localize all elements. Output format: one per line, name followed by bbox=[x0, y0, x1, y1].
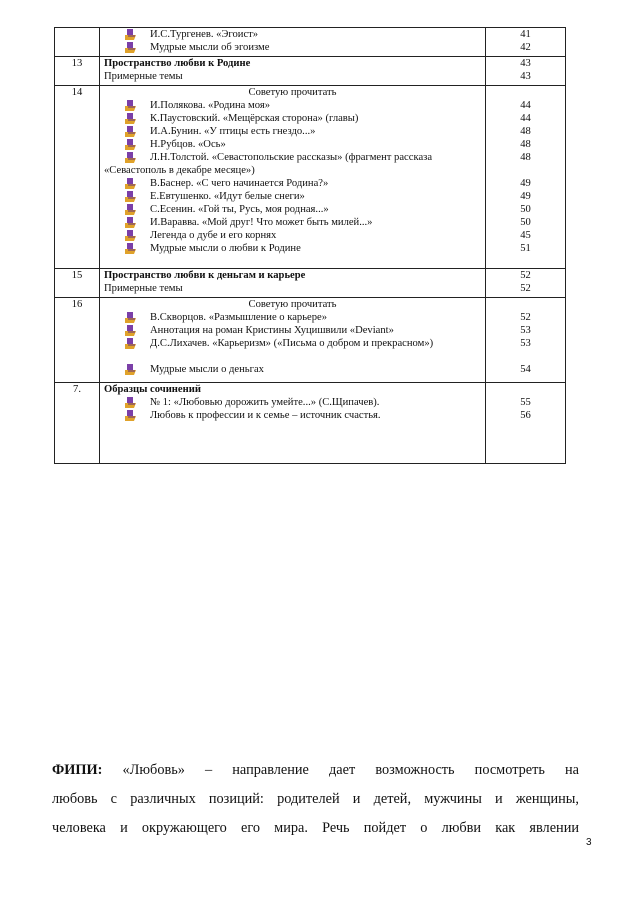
book-bullet-icon bbox=[125, 113, 136, 124]
toc-entry bbox=[100, 229, 485, 242]
contents-table bbox=[54, 27, 566, 464]
toc-page-number: 42 bbox=[520, 42, 531, 53]
toc-entry-text: Мудрые мысли о любви к Родине bbox=[150, 243, 301, 255]
toc-page-number bbox=[486, 86, 565, 99]
toc-row bbox=[55, 28, 566, 57]
toc-page-number bbox=[486, 298, 565, 311]
toc-entry bbox=[100, 99, 485, 112]
toc-page-number: 44 bbox=[520, 113, 531, 125]
toc-page-number: 48 bbox=[520, 139, 531, 151]
book-bullet-icon bbox=[125, 126, 136, 137]
toc-row-number: 14 bbox=[55, 86, 100, 269]
fipi-label: ФИПИ: bbox=[52, 762, 103, 778]
book-bullet-icon bbox=[125, 42, 136, 53]
book-bullet-icon bbox=[125, 312, 136, 323]
toc-entry-text: И.С.Тургенев. «Эгоист» bbox=[150, 29, 259, 40]
toc-row-entries bbox=[100, 86, 486, 269]
toc-entry-text: В.Скворцов. «Размышление о карьере» bbox=[150, 311, 328, 323]
toc-entry-text: С.Есенин. «Гой ты, Русь, моя родная...» bbox=[150, 204, 329, 216]
book-bullet-icon bbox=[125, 204, 136, 215]
toc-section-title bbox=[100, 269, 485, 282]
toc-page-number: 49 bbox=[520, 178, 531, 190]
body-text-line bbox=[52, 789, 579, 809]
toc-row-pages bbox=[486, 268, 566, 297]
toc-entry bbox=[100, 396, 485, 409]
book-bullet-icon bbox=[125, 100, 136, 111]
toc-entry bbox=[100, 409, 485, 422]
toc-row-number: 13 bbox=[55, 57, 100, 86]
toc-entry-text: К.Паустовский. «Мещёрская сторона» (главы) bbox=[150, 113, 359, 125]
toc-entry bbox=[100, 216, 485, 229]
toc-entry-text: Пространство любви к Родине bbox=[104, 58, 251, 70]
toc-entry bbox=[100, 112, 485, 125]
toc-row-number: 7. bbox=[55, 383, 100, 464]
toc-page-number: 43 bbox=[520, 71, 531, 83]
toc-entry-text: Советую прочитать bbox=[248, 298, 337, 310]
toc-row bbox=[55, 268, 566, 297]
toc-entry bbox=[100, 311, 485, 324]
toc-page-number: 55 bbox=[520, 397, 531, 408]
book-bullet-icon bbox=[125, 178, 136, 189]
toc-entry bbox=[100, 337, 485, 363]
toc-entry-text: № 1: «Любовью дорожить умейте...» (С.Щипачев). bbox=[150, 397, 380, 408]
toc-entry-text: Е.Евтушенко. «Идут белые снеги» bbox=[150, 191, 305, 203]
toc-section-title bbox=[100, 57, 485, 70]
toc-entry-text: Мудрые мысли об эгоизме bbox=[150, 42, 270, 53]
toc-row-number: 15 bbox=[55, 268, 100, 297]
toc-page-number bbox=[486, 383, 565, 396]
toc-entry bbox=[100, 177, 485, 190]
toc-page-number: 49 bbox=[520, 191, 531, 203]
toc-entry bbox=[100, 41, 485, 54]
toc-row-entries bbox=[100, 57, 486, 86]
toc-entry-text: Любовь к профессии и к семье – источник счастья. bbox=[150, 410, 381, 421]
toc-entry-text: И.А.Бунин. «У птицы есть гнездо...» bbox=[150, 126, 316, 138]
toc-row-number bbox=[55, 28, 100, 57]
toc-row-number: 16 bbox=[55, 297, 100, 382]
toc-entry-text: Советую прочитать bbox=[248, 87, 337, 99]
toc-page-number: 48 bbox=[520, 152, 531, 164]
book-bullet-icon bbox=[125, 191, 136, 202]
toc-entry-text: И.Варавва. «Мой друг! Что может быть милей...» bbox=[150, 217, 373, 229]
toc-page-number: 48 bbox=[520, 126, 531, 138]
toc-page-number: 56 bbox=[520, 410, 531, 421]
toc-page-number: 52 bbox=[520, 282, 531, 294]
book-bullet-icon bbox=[125, 217, 136, 228]
toc-row-pages bbox=[486, 297, 566, 382]
toc-section-title bbox=[100, 383, 485, 396]
toc-row-entries bbox=[100, 28, 486, 57]
toc-row-pages bbox=[486, 86, 566, 269]
book-bullet-icon bbox=[125, 152, 136, 163]
toc-page-number: 50 bbox=[520, 204, 531, 216]
book-bullet-icon bbox=[125, 397, 136, 408]
toc-entry bbox=[100, 125, 485, 138]
toc-page-number: 50 bbox=[520, 217, 531, 229]
toc-entry bbox=[100, 203, 485, 216]
book-bullet-icon bbox=[125, 364, 136, 375]
toc-entry-text: Н.Рубцов. «Ось» bbox=[150, 139, 226, 151]
toc-entry bbox=[100, 190, 485, 203]
toc-row-entries bbox=[100, 297, 486, 382]
toc-entry-text: Д.С.Лихачев. «Карьеризм» («Письма о добром и прекрасном») bbox=[150, 337, 434, 349]
toc-subheading bbox=[100, 298, 485, 311]
book-bullet-icon bbox=[125, 338, 136, 349]
toc-row-pages bbox=[486, 28, 566, 57]
toc-entry bbox=[100, 242, 485, 255]
toc-page-number: 54 bbox=[520, 363, 531, 375]
toc-row-entries bbox=[100, 383, 486, 464]
toc-entry-text: И.Полякова. «Родина моя» bbox=[150, 100, 270, 112]
book-bullet-icon bbox=[125, 29, 136, 40]
book-bullet-icon bbox=[125, 325, 136, 336]
toc-page-number: 41 bbox=[520, 29, 531, 40]
toc-section-title bbox=[100, 70, 485, 83]
toc-entry-text: Образцы сочинений bbox=[104, 384, 201, 395]
book-bullet-icon bbox=[125, 139, 136, 150]
body-text-line bbox=[52, 760, 579, 780]
toc-entry-text: В.Баснер. «С чего начинается Родина?» bbox=[150, 178, 329, 190]
book-bullet-icon bbox=[125, 243, 136, 254]
toc-row bbox=[55, 383, 566, 464]
toc-entry bbox=[100, 363, 485, 376]
toc-entry bbox=[100, 138, 485, 151]
toc-entry-text: Легенда о дубе и его корнях bbox=[150, 230, 277, 242]
toc-entry-text: Аннотация на роман Кристины Хуцишвили «Deviant» bbox=[150, 324, 394, 336]
toc-page-number: 43 bbox=[520, 58, 531, 70]
toc-entry-text: Мудрые мысли о деньгах bbox=[150, 363, 264, 375]
toc-entry bbox=[100, 324, 485, 337]
page-number: 3 bbox=[586, 837, 592, 848]
toc-page-number: 45 bbox=[520, 230, 531, 242]
toc-page-number: 53 bbox=[520, 324, 531, 336]
toc-entry-text: Примерные темы bbox=[104, 71, 183, 83]
toc-row-entries bbox=[100, 268, 486, 297]
toc-row bbox=[55, 86, 566, 269]
toc-page-number: 53 bbox=[520, 337, 531, 349]
toc-entry-text: Пространство любви к деньгам и карьере bbox=[104, 269, 306, 281]
toc-page-number: 52 bbox=[520, 311, 531, 323]
body-text: человека и окружающего его мира. Речь пойдет о любви как явлении bbox=[52, 820, 579, 836]
body-text-line bbox=[52, 818, 579, 838]
book-bullet-icon bbox=[125, 410, 136, 421]
book-bullet-icon bbox=[125, 230, 136, 241]
toc-entry-text: Примерные темы bbox=[104, 282, 183, 294]
toc-subheading bbox=[100, 86, 485, 99]
toc-row-pages bbox=[486, 57, 566, 86]
toc-entry bbox=[100, 151, 485, 177]
toc-entry bbox=[100, 28, 485, 41]
body-text: любовь с различных позиций: родителей и детей, мужчины и женщины, bbox=[52, 791, 579, 807]
toc-page-number: 44 bbox=[520, 100, 531, 112]
body-text: «Любовь» – направление дает возможность посмотреть на bbox=[102, 762, 579, 778]
toc-page-number: 51 bbox=[520, 243, 531, 255]
toc-section-title bbox=[100, 282, 485, 295]
toc-entry-text: Л.Н.Толстой. «Севастопольские рассказы» (фрагмент рассказа «Севастополь в декабре месяце») bbox=[104, 152, 433, 177]
toc-row bbox=[55, 57, 566, 86]
toc-row bbox=[55, 297, 566, 382]
toc-row-pages bbox=[486, 383, 566, 464]
toc-page-number: 52 bbox=[520, 269, 531, 281]
